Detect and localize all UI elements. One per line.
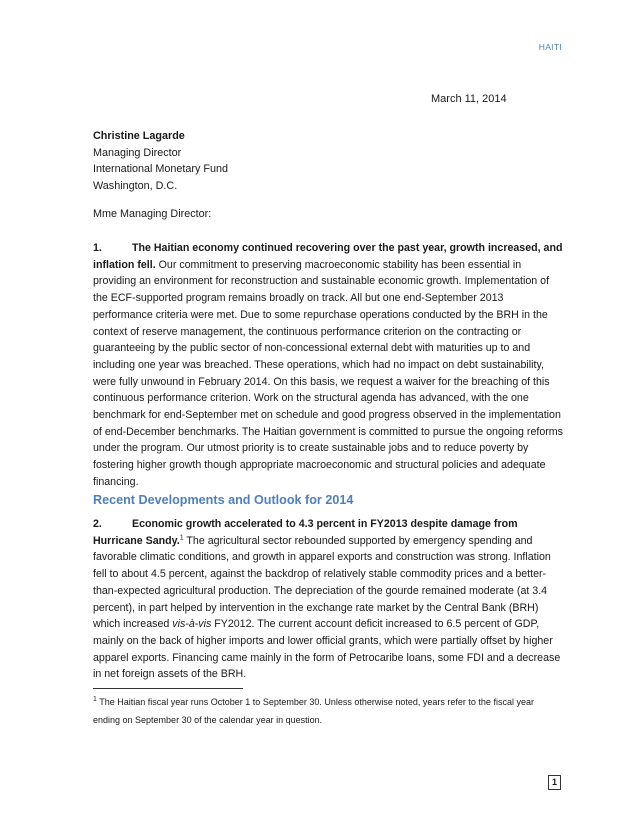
recipient-name: Christine Lagarde xyxy=(93,130,185,142)
footnote xyxy=(93,694,553,729)
footnote-separator xyxy=(93,688,243,689)
running-header-country: HAITI xyxy=(538,42,562,52)
paragraph-2-text-b: FY2012. The current account deficit increased to 6.5 percent of GDP, mainly on the back of higher imports and lower official grants, which were partially offset by higher apparel exports. Financing came mainly in the form of Petrocaribe loans, some FDI and a decrease in net foreign assets of the BRH. xyxy=(93,618,561,681)
paragraph-2-lead: Economic growth accelerated to 4.3 percent in FY2013 despite damage from Hurricane Sandy. xyxy=(93,518,518,547)
salutation: Mme Managing Director: xyxy=(93,208,212,220)
letter-date: March 11, 2014 xyxy=(431,93,507,105)
paragraph-1-text: Our commitment to preserving macroeconomic stability has been essential in providing an environment for reconstruction and sustainable economic growth. Implementation of the ECF-supported program remains broadly on track. All but one end-September 2013 performance criteria were met. Due to some repurchase operations conducted by the BRH in the context of reserve management, the continuous performance criterion on the contracting or guaranteeing by the public sector of non-concessional external debt with maturities up to and including one year was breached. These operations, which had no impact on debt sustainability, were fully unwound in February 2014. On this basis, we request a waiver for the breaching of this continuous performance criterion. Work on the structural agenda has advanced, with the one benchmark for end-September met on schedule and good progress observed in the implementation of end-December benchmarks. The Haitian government is committed to pursue the ongoing reforms under the program. Our utmost priority is to create sustainable jobs and to reduce poverty by fostering higher growth though appropriate macroeconomic and structural policies and adequate financing. xyxy=(93,258,563,488)
footnote-text: The Haitian fiscal year runs October 1 to September 30. Unless otherwise noted, years refer to the fiscal year ending on September 30 of the calendar year in question. xyxy=(93,697,534,725)
footnote-reference: 1 xyxy=(179,534,184,542)
paragraph-1-lead: The Haitian economy continued recovering over the past year, growth increased, and inflation fell. xyxy=(93,242,563,271)
section-heading: Recent Developments and Outlook for 2014 xyxy=(93,493,354,507)
paragraph-2-number: 2. xyxy=(93,518,102,530)
paragraph-2-text-a: The agricultural sector rebounded supported by emergency spending and favorable climatic conditions, and growth in apparel exports and construction was strong. Inflation fell to about 4.5 percent, against the backdrop of relatively stable commodity prices and a better-than-expected agricultural production. The depreciation of the gourde remained moderate (at 3.4 percent), in part helped by intervention in the exchange rate market by the Central Bank (BRH) which increased xyxy=(93,534,551,631)
recipient-city: Washington, D.C. xyxy=(93,179,178,192)
paragraph-1-number: 1. xyxy=(93,242,102,254)
paragraph-2 xyxy=(93,516,563,683)
paragraph-1 xyxy=(93,240,563,491)
recipient-title: Managing Director xyxy=(93,146,182,159)
recipient-address xyxy=(93,128,228,194)
paragraph-2-italic: vis-à-vis xyxy=(172,618,212,631)
page-number: 1 xyxy=(548,775,561,790)
footnote-number: 1 xyxy=(93,696,97,703)
recipient-organization: International Monetary Fund xyxy=(93,163,229,176)
